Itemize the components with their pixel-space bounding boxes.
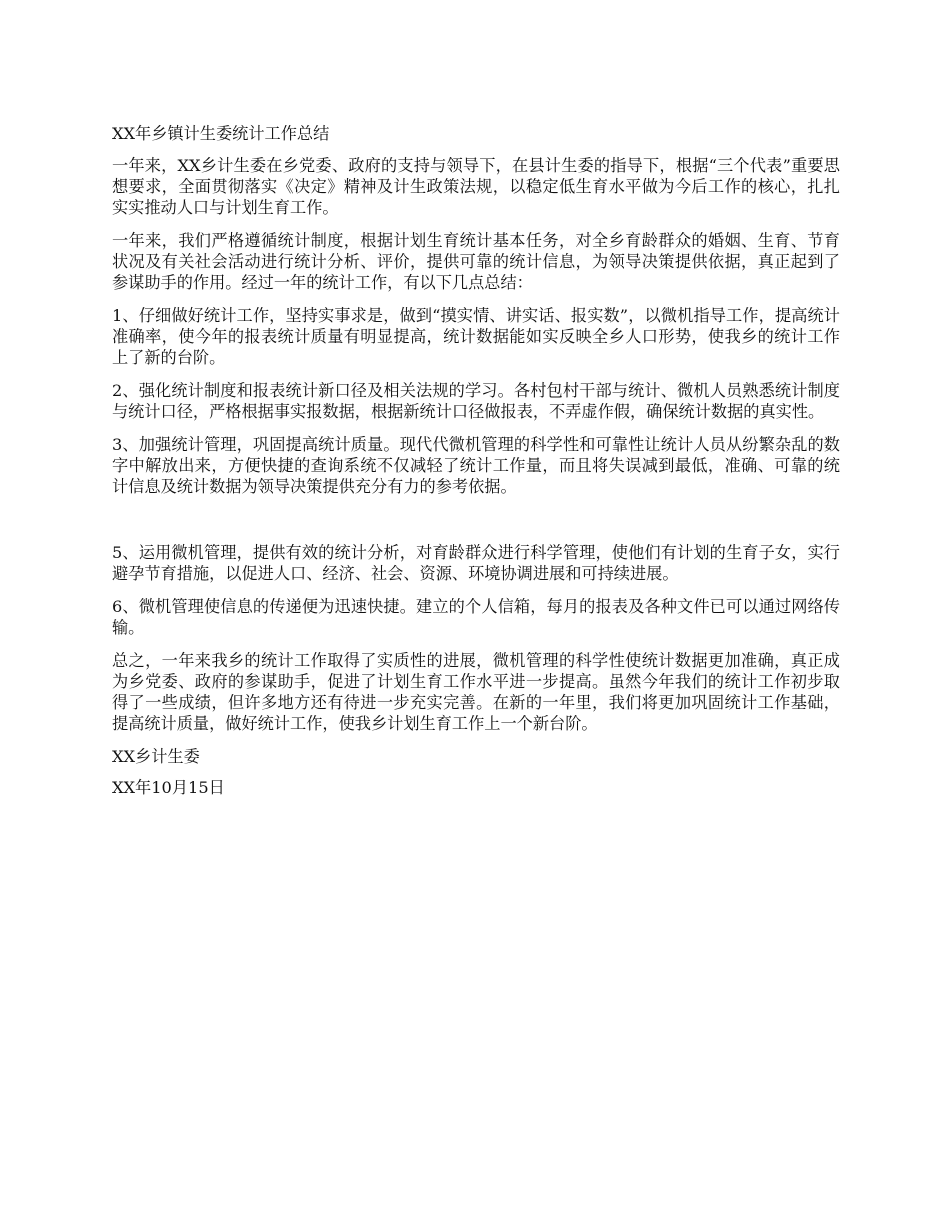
paragraph-point-2: 2、强化统计制度和报表统计新口径及相关法规的学习。各村包村干部与统计、微机人员熟悉统计制度与统计口径，严格根据事实报数据，根据新统计口径做报表，不弄虚作假，确保统计数据的真实性。 [112, 381, 840, 421]
signature: XX乡计生委 [112, 747, 200, 766]
document-body [112, 123, 840, 808]
blank-gap [112, 509, 840, 542]
paragraph-intro: 一年来，XX乡计生委在乡党委、政府的支持与领导下，在县计生委的指导下，根据“三个代表”重要思想要求，全面贯彻落实《决定》精神及计生政策法规，以稳定低生育水平做为今后工作的核心，扎扎实实推动人口与计划生育工作。 [112, 156, 840, 217]
paragraph-overview: 一年来，我们严格遵循统计制度，根据计划生育统计基本任务，对全乡育龄群众的婚姻、生育、节育状况及有关社会活动进行统计分析、评价，提供可靠的统计信息，为领导决策提供依据，真正起到了参谋助手的作用。经过一年的统计工作，有以下几点总结： [112, 231, 840, 292]
paragraph-point-1: 1、仔细做好统计工作，坚持实事求是，做到“摸实情、讲实话、报实数”，以微机指导工作，提高统计准确率，使今年的报表统计质量有明显提高，统计数据能如实反映全乡人口形势，使我乡的统计工作上了新的台阶。 [112, 306, 840, 367]
paragraph-point-5: 5、运用微机管理，提供有效的统计分析，对育龄群众进行科学管理，使他们有计划的生育子女，实行避孕节育措施，以促进人口、经济、社会、资源、环境协调进展和可持续进展。 [112, 543, 840, 583]
paragraph-point-6: 6、微机管理使信息的传递便为迅速快捷。建立的个人信箱，每月的报表及各种文件已可以通过网络传输。 [112, 597, 840, 637]
document-date: XX年10月15日 [112, 778, 225, 797]
paragraph-point-3: 3、加强统计管理，巩固提高统计质量。现代代微机管理的科学性和可靠性让统计人员从纷繁杂乱的数字中解放出来，方便快捷的查询系统不仅减轻了统计工作量，而且将失误减到最低，准确、可靠的统计信息及统计数据为领导决策提供充分有力的参考依据。 [112, 435, 840, 496]
document-title: XX年乡镇计生委统计工作总结 [112, 124, 330, 143]
paragraph-conclusion: 总之，一年来我乡的统计工作取得了实质性的进展，微机管理的科学性使统计数据更加准确，真正成为乡党委、政府的参谋助手，促进了计划生育工作水平进一步提高。虽然今年我们的统计工作初步取得了一些成绩，但许多地方还有待进一步充实完善。在新的一年里，我们将更加巩固统计工作基础，提高统计质量，做好统计工作，使我乡计划生育工作上一个新台阶。 [112, 651, 840, 733]
